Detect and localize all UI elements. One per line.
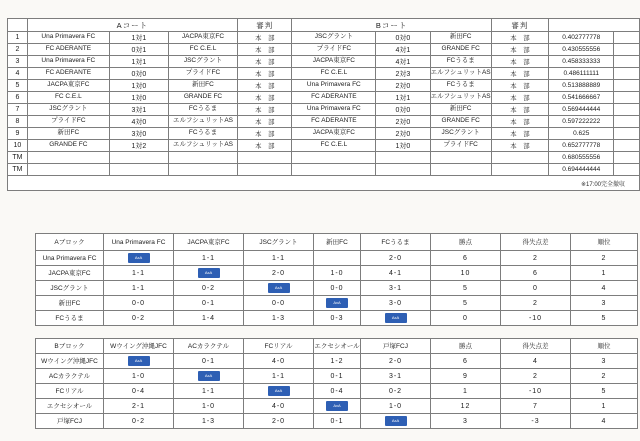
club-crest-icon: AxA [268, 386, 290, 396]
result-cell: 1-1 [174, 251, 244, 266]
court-a-referee: 本 部 [238, 80, 292, 92]
rank-cell: 1 [571, 266, 638, 281]
team-column-header: 新田FC [314, 234, 361, 251]
match-number: 10 [8, 140, 28, 152]
court-b-away-team: エルフシュリットAS [430, 92, 491, 104]
court-a-home-team: JACPA東京FC [27, 80, 109, 92]
court-b-referee: 本 部 [491, 140, 548, 152]
court-b-referee: 本 部 [491, 32, 548, 44]
club-crest-icon: AxA [128, 356, 150, 366]
team-row-header: 新田FC [36, 296, 104, 311]
self-match-cell [104, 354, 174, 369]
court-a-score: 3対1 [109, 104, 168, 116]
court-a-home-team: FC ADERANTE [27, 44, 109, 56]
court-a-home-team: Una Primavera FC [27, 56, 109, 68]
court-b-referee [491, 152, 548, 164]
court-a-away-team: プライドFC [168, 68, 237, 80]
court-a-away-team: FCうるま [168, 128, 237, 140]
team-column-header: JACPA東京FC [174, 234, 244, 251]
time-value: 0.402777778 [549, 32, 614, 44]
team-row-header: 戸塚FCJ [36, 414, 104, 429]
goal-diff-cell: 0 [501, 281, 571, 296]
result-cell [314, 251, 361, 266]
match-number: 7 [8, 104, 28, 116]
block-title: Bブロック [36, 339, 104, 354]
court-a-referee [238, 164, 292, 176]
result-cell: 1-0 [174, 399, 244, 414]
match-row [8, 152, 640, 164]
rank-cell: 4 [571, 414, 638, 429]
court-a-home-team: FC ADERANTE [27, 68, 109, 80]
match-number: 4 [8, 68, 28, 80]
court-b-referee: 本 部 [491, 80, 548, 92]
result-cell: 0-2 [104, 414, 174, 429]
result-cell: 3-1 [361, 369, 431, 384]
court-a-referee: 本 部 [238, 104, 292, 116]
time-value: 0.486111111 [549, 68, 614, 80]
court-a-score [109, 152, 168, 164]
result-cell: 0-2 [174, 281, 244, 296]
block-a-results-table [35, 233, 638, 326]
court-a-away-team: GRANDE FC [168, 92, 237, 104]
court-a-score: 0対0 [109, 68, 168, 80]
court-a-referee: 本 部 [238, 68, 292, 80]
court-b-home-team: FC C.E.L [292, 140, 376, 152]
court-b-home-team: FC C.E.L [292, 68, 376, 80]
time-value: 0.430555556 [549, 44, 614, 56]
time-value: 0.458333333 [549, 56, 614, 68]
court-a-score: 1対0 [109, 80, 168, 92]
edge-cell [614, 164, 640, 176]
result-cell: 1-3 [244, 311, 314, 326]
edge-cell [614, 32, 640, 44]
court-b-away-team [430, 152, 491, 164]
court-a-away-team: エルフシュリットAS [168, 140, 237, 152]
time-value: 0.597222222 [549, 116, 614, 128]
edge-cell [614, 140, 640, 152]
team-row-header: ACカラクテル [36, 369, 104, 384]
result-row [36, 296, 638, 311]
points-cell: 5 [431, 281, 501, 296]
match-row [8, 56, 640, 68]
result-cell: 3-0 [361, 296, 431, 311]
match-row [8, 92, 640, 104]
self-match-cell [244, 384, 314, 399]
court-b-score: 2対3 [376, 68, 430, 80]
court-a-referee [238, 152, 292, 164]
court-b-away-team: GRANDE FC [430, 116, 491, 128]
result-row [36, 354, 638, 369]
result-cell: 0-3 [314, 311, 361, 326]
points-cell: 5 [431, 296, 501, 311]
self-match-cell [174, 369, 244, 384]
court-a-home-team [27, 152, 109, 164]
court-b-away-team: プライドFC [430, 140, 491, 152]
court-b-away-team: FCうるま [430, 56, 491, 68]
self-match-cell [104, 251, 174, 266]
court-a-score: 1対1 [109, 32, 168, 44]
court-b-home-team: FC ADERANTE [292, 116, 376, 128]
points-cell: 6 [431, 354, 501, 369]
court-b-header: Bコート [292, 19, 491, 32]
team-row-header: JACPA東京FC [36, 266, 104, 281]
match-row [8, 164, 640, 176]
stat-column-header: 得失点差 [501, 339, 571, 354]
result-cell: 3-1 [361, 281, 431, 296]
court-b-score: 2対0 [376, 116, 430, 128]
goal-diff-cell: 6 [501, 266, 571, 281]
result-cell: 4-1 [361, 266, 431, 281]
court-b-referee: 本 部 [491, 56, 548, 68]
court-b-home-team: JACPA東京FC [292, 56, 376, 68]
result-row [36, 384, 638, 399]
result-row [36, 266, 638, 281]
edge-cell [614, 56, 640, 68]
result-cell: 1-1 [244, 251, 314, 266]
court-a-score: 1対2 [109, 140, 168, 152]
club-crest-icon: AxA [268, 283, 290, 293]
court-b-score: 0対0 [376, 104, 430, 116]
referee-a-header: 審判 [238, 19, 292, 32]
court-a-referee: 本 部 [238, 116, 292, 128]
club-crest-icon: AxA [128, 253, 150, 263]
court-b-home-team: プライドFC [292, 44, 376, 56]
court-a-score: 4対0 [109, 116, 168, 128]
result-cell: 0-0 [104, 296, 174, 311]
goal-diff-cell: -3 [501, 414, 571, 429]
court-b-away-team: GRANDE FC [430, 44, 491, 56]
match-row [8, 104, 640, 116]
result-cell: 0-2 [361, 384, 431, 399]
match-row [8, 140, 640, 152]
court-b-referee: 本 部 [491, 128, 548, 140]
match-row [8, 128, 640, 140]
court-a-away-team: FC C.E.L [168, 44, 237, 56]
edge-cell [614, 116, 640, 128]
court-b-score: 0対0 [376, 32, 430, 44]
match-number: 3 [8, 56, 28, 68]
court-b-away-team: JSCグラント [430, 128, 491, 140]
court-b-away-team: 新田FC [430, 32, 491, 44]
court-b-score: 4対1 [376, 56, 430, 68]
court-b-home-team [292, 152, 376, 164]
rank-cell: 5 [571, 311, 638, 326]
match-row [8, 68, 640, 80]
edge-cell [614, 152, 640, 164]
result-row [36, 281, 638, 296]
edge-cell [614, 44, 640, 56]
edge-cell [614, 128, 640, 140]
court-b-score: 1対0 [376, 140, 430, 152]
court-b-away-team: エルフシュリットAS [430, 68, 491, 80]
court-a-referee: 本 部 [238, 56, 292, 68]
result-cell: 1-2 [314, 354, 361, 369]
result-cell: 0-4 [104, 384, 174, 399]
court-a-header: Aコート [27, 19, 237, 32]
rank-cell: 5 [571, 384, 638, 399]
points-cell: 6 [431, 251, 501, 266]
match-number: 5 [8, 80, 28, 92]
result-cell: 2-0 [361, 251, 431, 266]
rank-cell: 2 [571, 251, 638, 266]
points-cell: 0 [431, 311, 501, 326]
court-b-away-team [430, 164, 491, 176]
self-match-cell [314, 399, 361, 414]
time-value: 0.680555556 [549, 152, 614, 164]
team-column-header: 戸塚FCJ [361, 339, 431, 354]
court-a-away-team: 新田FC [168, 80, 237, 92]
result-row [36, 369, 638, 384]
court-a-score [109, 164, 168, 176]
result-cell: 0-1 [174, 296, 244, 311]
court-a-home-team: プライドFC [27, 116, 109, 128]
goal-diff-cell: -10 [501, 384, 571, 399]
block-title: Aブロック [36, 234, 104, 251]
result-row [36, 399, 638, 414]
court-a-home-team: 新田FC [27, 128, 109, 140]
teardown-note: ※17:00完全撤収 [580, 181, 625, 188]
result-cell: 1-1 [174, 384, 244, 399]
result-cell: 0-1 [314, 414, 361, 429]
match-number: TM [8, 164, 28, 176]
time-value: 0.625 [549, 128, 614, 140]
note-row [8, 176, 640, 191]
match-schedule-table [7, 18, 640, 191]
stat-column-header: 勝点 [431, 234, 501, 251]
court-a-score: 0対1 [109, 44, 168, 56]
points-cell: 3 [431, 414, 501, 429]
result-cell: 0-4 [314, 384, 361, 399]
match-number: 8 [8, 116, 28, 128]
court-b-referee: 本 部 [491, 104, 548, 116]
court-b-away-team: FCうるま [430, 80, 491, 92]
self-match-cell [361, 311, 431, 326]
time-value: 0.541666667 [549, 92, 614, 104]
goal-diff-cell: 7 [501, 399, 571, 414]
court-a-away-team: エルフシュリットAS [168, 116, 237, 128]
match-number-header [8, 19, 28, 32]
points-cell: 10 [431, 266, 501, 281]
result-cell: 0-0 [314, 281, 361, 296]
result-cell: 1-0 [104, 369, 174, 384]
result-cell: 0-1 [174, 354, 244, 369]
result-cell: 4-0 [244, 354, 314, 369]
goal-diff-cell: -10 [501, 311, 571, 326]
block-header-row [36, 339, 638, 354]
court-a-referee: 本 部 [238, 140, 292, 152]
court-b-score: 2対0 [376, 128, 430, 140]
court-b-home-team: Una Primavera FC [292, 104, 376, 116]
court-b-home-team: Una Primavera FC [292, 80, 376, 92]
court-a-home-team: GRANDE FC [27, 140, 109, 152]
time-value: 0.652777778 [549, 140, 614, 152]
points-cell: 12 [431, 399, 501, 414]
court-b-referee: 本 部 [491, 68, 548, 80]
team-row-header: FCリアル [36, 384, 104, 399]
edge-cell [614, 68, 640, 80]
rank-cell: 1 [571, 399, 638, 414]
match-row [8, 116, 640, 128]
result-row [36, 251, 638, 266]
goal-diff-cell: 4 [501, 354, 571, 369]
result-row [36, 414, 638, 429]
team-row-header: Wウイング沖縄JFC [36, 354, 104, 369]
result-cell: 1-1 [244, 369, 314, 384]
time-value: 0.513888889 [549, 80, 614, 92]
team-row-header: エクセシオール [36, 399, 104, 414]
goal-diff-cell: 2 [501, 369, 571, 384]
court-a-score: 3対0 [109, 128, 168, 140]
result-cell: 2-0 [244, 414, 314, 429]
match-number: 2 [8, 44, 28, 56]
court-a-home-team: JSCグラント [27, 104, 109, 116]
club-crest-icon: AxA [326, 298, 348, 308]
result-cell: 1-4 [174, 311, 244, 326]
edge-cell [614, 104, 640, 116]
team-column-header: Wウイング沖縄JFC [104, 339, 174, 354]
court-b-referee: 本 部 [491, 92, 548, 104]
result-cell: 1-1 [104, 266, 174, 281]
stat-column-header: 得失点差 [501, 234, 571, 251]
stat-column-header: 順位 [571, 339, 638, 354]
team-row-header: JSCグラント [36, 281, 104, 296]
self-match-cell [174, 266, 244, 281]
block-b-results-table [35, 338, 638, 429]
match-row [8, 80, 640, 92]
result-cell: 2-1 [104, 399, 174, 414]
self-match-cell [244, 281, 314, 296]
club-crest-icon: AxA [198, 371, 220, 381]
goal-diff-cell: 2 [501, 296, 571, 311]
court-a-away-team [168, 152, 237, 164]
court-a-score: 1対1 [109, 56, 168, 68]
result-cell: 1-0 [314, 266, 361, 281]
rank-cell: 2 [571, 369, 638, 384]
result-cell: 2-0 [244, 266, 314, 281]
goal-diff-cell: 2 [501, 251, 571, 266]
court-b-away-team: 新田FC [430, 104, 491, 116]
match-number: 6 [8, 92, 28, 104]
court-a-referee: 本 部 [238, 128, 292, 140]
club-crest-icon: AxA [385, 416, 407, 426]
result-cell: 2-0 [361, 354, 431, 369]
court-a-home-team: Una Primavera FC [27, 32, 109, 44]
court-b-referee: 本 部 [491, 44, 548, 56]
court-b-home-team [292, 164, 376, 176]
court-a-score: 1対0 [109, 92, 168, 104]
court-a-away-team: FCうるま [168, 104, 237, 116]
result-cell: 0-0 [244, 296, 314, 311]
rank-cell: 3 [571, 354, 638, 369]
team-column-header: エクセシオール [314, 339, 361, 354]
team-column-header: FCリアル [244, 339, 314, 354]
schedule-header-row [8, 19, 640, 32]
time-value: 0.694444444 [549, 164, 614, 176]
club-crest-icon: AxA [326, 401, 348, 411]
court-a-referee: 本 部 [238, 44, 292, 56]
court-b-home-team: FC ADERANTE [292, 92, 376, 104]
stat-column-header: 勝点 [431, 339, 501, 354]
court-a-away-team [168, 164, 237, 176]
block-header-row [36, 234, 638, 251]
referee-b-header: 審判 [491, 19, 548, 32]
court-b-score: 1対1 [376, 92, 430, 104]
result-cell: 0-2 [104, 311, 174, 326]
match-number: 9 [8, 128, 28, 140]
court-b-home-team: JACPA東京FC [292, 128, 376, 140]
match-number: 1 [8, 32, 28, 44]
court-a-away-team: JACPA東京FC [168, 32, 237, 44]
self-match-cell [361, 414, 431, 429]
court-a-home-team: FC C.E.L [27, 92, 109, 104]
rank-cell: 4 [571, 281, 638, 296]
points-cell: 9 [431, 369, 501, 384]
stat-column-header: 順位 [571, 234, 638, 251]
court-b-score [376, 152, 430, 164]
court-b-score [376, 164, 430, 176]
court-b-referee [491, 164, 548, 176]
team-column-header: FCうるま [361, 234, 431, 251]
court-a-referee: 本 部 [238, 92, 292, 104]
match-row [8, 44, 640, 56]
result-cell: 1-1 [104, 281, 174, 296]
result-cell: 4-0 [244, 399, 314, 414]
court-b-score: 2対0 [376, 80, 430, 92]
result-cell: 1-0 [361, 399, 431, 414]
club-crest-icon: AxA [385, 313, 407, 323]
court-b-home-team: JSCグラント [292, 32, 376, 44]
points-cell: 1 [431, 384, 501, 399]
rank-cell: 3 [571, 296, 638, 311]
court-b-referee: 本 部 [491, 116, 548, 128]
club-crest-icon: AxA [198, 268, 220, 278]
court-b-score: 4対1 [376, 44, 430, 56]
result-cell: 1-3 [174, 414, 244, 429]
match-row [8, 32, 640, 44]
self-match-cell [314, 296, 361, 311]
team-column-header: ACカラクテル [174, 339, 244, 354]
edge-cell [614, 92, 640, 104]
team-column-header: JSCグラント [244, 234, 314, 251]
team-row-header: FCうるま [36, 311, 104, 326]
team-row-header: Una Primavera FC [36, 251, 104, 266]
team-column-header: Una Primavera FC [104, 234, 174, 251]
time-column-header [549, 19, 640, 32]
court-a-home-team [27, 164, 109, 176]
court-a-away-team: JSCグラント [168, 56, 237, 68]
time-value: 0.569444444 [549, 104, 614, 116]
court-a-referee: 本 部 [238, 32, 292, 44]
result-cell: 0-1 [314, 369, 361, 384]
result-row [36, 311, 638, 326]
match-number: TM [8, 152, 28, 164]
edge-cell [614, 80, 640, 92]
